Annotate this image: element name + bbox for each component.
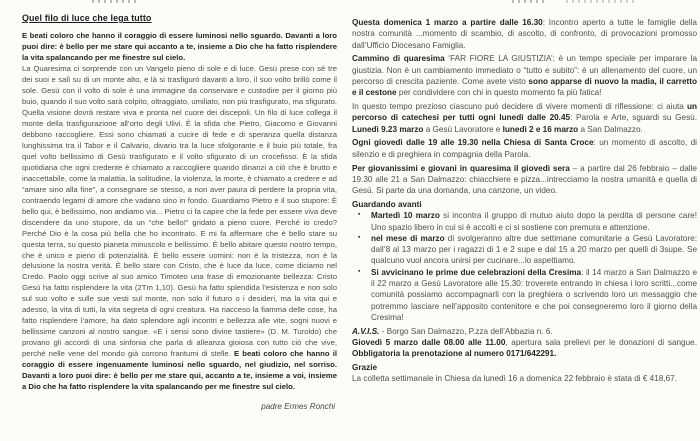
bullet-icon: ▪ bbox=[358, 233, 361, 241]
bold-segment: Martedì 10 marzo bbox=[371, 211, 440, 221]
text-segment: In questo tempo prezioso ciascuno può decidere di vivere momenti di riflessione: ci aiuta bbox=[352, 102, 687, 112]
text-segment: , apertura sala prelievi per le donazioni di sangue. bbox=[505, 338, 697, 348]
announcement-catechesis bbox=[352, 101, 697, 135]
two-column-layout bbox=[22, 13, 700, 413]
article-title: Quel filo di luce che lega tutto bbox=[22, 13, 152, 23]
announcement-thursday-prayer bbox=[352, 137, 697, 160]
scan-artifact-top-right bbox=[566, 0, 636, 3]
list-item-confirmations bbox=[352, 267, 697, 323]
article-lead-paragraph: E beati coloro che hanno il coraggio di essere luminosi nello sguardo. Davanti a loro puoi dire: è bello per me stare qui accanto a te, insieme a Dio che ha fatto risplendere la vita spalancando per me finestre sul cielo. bbox=[22, 31, 337, 63]
announcement-sunday-meeting bbox=[352, 17, 697, 51]
left-column bbox=[22, 13, 337, 413]
bullet-icon: ▪ bbox=[358, 267, 361, 275]
text-segment: - Borgo San Dalmazzo, P.zza dell’Abbazia n. 6. bbox=[379, 326, 553, 336]
text-segment: – a partire dal 26 febbraio – dalle 19.30 alle 21 a San Dalmazzo: chiacchiere e pizza...intrecciamo la nostra umanità e quella di Gesù. Si parte da una domanda, una canzone, un video. bbox=[352, 163, 697, 196]
scan-artifact-top-left bbox=[92, 0, 138, 3]
bold-segment: sono apparse di nuovo la madia, il carretto e il cestone bbox=[352, 76, 697, 98]
announcement-youth-thursday bbox=[352, 163, 697, 197]
bold-segment: Obbligatoria la prenotazione al numero 0171/642291. bbox=[352, 349, 557, 359]
scan-artifact-top-center bbox=[512, 0, 546, 3]
text-segment: : un momento di ascolto, di silenzio e di preghiera in compagnia della Parola. bbox=[352, 138, 697, 159]
bold-segment: Lunedì 9.23 marzo bbox=[352, 124, 424, 134]
text-segment: : Parola e Arte, sguardi su Gesù. bbox=[570, 113, 698, 123]
avis-name-bold-italic: A.V.I.S. bbox=[352, 326, 380, 336]
text-segment: a Gesù Lavoratore e bbox=[423, 124, 503, 134]
looking-ahead-heading: Guardando avanti bbox=[352, 199, 422, 209]
bold-segment: Giovedì 5 marzo dalle 08.00 alle 11.00 bbox=[352, 338, 506, 348]
bold-segment: lunedì 2 e 16 marzo bbox=[502, 124, 579, 134]
text-segment: a San Dalmazzo. bbox=[578, 124, 643, 134]
right-column bbox=[352, 13, 697, 413]
list-item-mutual-aid bbox=[352, 210, 697, 233]
text-segment: di svolgeranno altre due settimane comunitarie a Gesù Lavoratore: dall’8 al 13 marzo per i ragazzi di 1 e 2 supe e dal 15 a 20 marzo per quelli di 3supe. Se qualcuno vuol ancora unirsi per cucinare...lo aspettiamo. bbox=[371, 233, 697, 266]
author-signature: padre Ermes Ronchi bbox=[261, 401, 335, 411]
looking-ahead-list bbox=[352, 210, 697, 323]
bold-segment: Cammino di quaresima bbox=[352, 54, 445, 64]
bold-segment: Si avvicinano le prime due celebrazioni della Cresima bbox=[371, 267, 582, 277]
thanks-heading: Grazie bbox=[352, 363, 378, 373]
text-segment: La colletta settimanale in Chiesa da lunedì 16 a domenica 22 febbraio è stata di € 418,67. bbox=[352, 374, 677, 384]
avis-notice bbox=[352, 326, 697, 360]
article-body-text: La Quaresima ci sorprende con un Vangelo pieno di sole e di luce. Gesù prese con sé tre dei suoi e salì su di un monte alto, e là si trasfigurò davanti a loro, il suo volto brillò come il sole. Gesù con il volto di sole è una immagine da conservare e custodire per il giorno più buio, quando il suo volto sarà colpito, oltraggiato, umiliato, non più trasfigurato, ma sfigurato. Quella visione dovrà restare viva e pronta nel cuore dei discepoli. Un filo di luce collega il monte della trasfigurazione all’orto degli Ulivi. È la sfida che Pietro, Giacomo e Giovanni debbono raccogliere. Essi sono chiamati a cucire di fede e di speranza quella distanza lunghissima tra il Tabor e il Calvario, divario tra la luce sfolgorante e il buio più totale, fra quel volto bellissimo di Gesù trasfigurato e il volto sfigurato di un crocefisso. È la sfida quotidiana che ogni credente è chiamato a raccogliere quando dinanzi a ciò che è brutto e inaccettabile, come la malattia, la solitudine, la violenza, la morte, è chiamato a credere e ad “amare sino alla fine”, a consegnare se stesso, a non aver paura di perdere la propria vita, contraendo legami di amore che vadano sino in fondo. Guardiamo Pietro e il suo stupore: È bello qui, è bellissimo, non andiamo via... Pietro ci fa capire che la fede per essere viva deve discendere da uno stupore, da un “che bello!” gridato a pieno cuore. Perché io credo? Perché Dio è la cosa più bella che ho incontrato. E mi fa affermare che è bello stare su questa terra, su questo pianeta minuscolo e bellissimo. È bello abitare questo nostro tempo, che è unico e pieno di potenzialità. È bello essere uomini: non è la tristezza, non è la delusione la nostra verità. È bello stare con Cristo, che è luce da luce, come diciamo nel Credo. Paolo oggi scrive al suo amico Timoteo una frase di emozionante bellezza: Cristo Gesù ha fatto risplendere la vita (2Tm 1,10). Gesù ha fatto splendida l’esistenza e non solo sul suo volto e sulle sue vesti sul monte, non solo il futuro o i desideri, ma la vita qui e adesso, la vita di tutti, la vita segreta di ogni creatura. Ha riacceso la fiamma delle cose, ha fatto risplendere l’amore, ha dato splendore agli incontri e bellezza alle vite, sogni nuovi e bellissime canzoni al nostro sangue. «E i sensi sono divine tastiere» (D. M. Turoldo) che provano gli accordi di una sinfonia che parla di alleanza gioiosa con tutto ciò che vive, perché nelle vene del mondo già corrono frantumi di stelle. bbox=[22, 64, 337, 359]
text-segment: ‘FAR FIORE LA GIUSTIZIA’: è un tempo speciale per imparare la giustizia. Non è un cambiamento immediato o “tutto e subito”: è un allenamento del cuore, un percorso di crescita paziente. Come avete visto bbox=[352, 54, 697, 86]
text-segment: : il 14 marzo a San Dalmazzo e il 22 marzo a Gesù Lavoratore alle 15.30: troverete entrando in chiesa i loro scritti...come comunità possiamo accompagnarli con la preghiera o scrivendo loro un messaggio che potremmo lasciare nell’apposito contenitore e che poi consegneremo loro il giorno della Cresima! bbox=[371, 267, 697, 322]
article-closing-bold-text: E beati coloro che hanno il coraggio di essere ingenuamente luminosi nello sguardo, nel giudizio, nel sorriso. Davanti a loro puoi dire: è bello per me stare qui, accanto a te, insieme a voi, insieme a Dio che ha fatto risplendere la vita spalancando per me finestre sul cielo. bbox=[22, 349, 337, 391]
text-segment: per condividere con chi in questo momento fa più fatica! bbox=[396, 88, 602, 98]
bold-segment: nel mese di marzo bbox=[371, 233, 445, 243]
bold-segment: Ogni giovedì dalle 19 alle 19.30 nella Chiesa di Santa Croce bbox=[352, 138, 594, 148]
article-body-paragraph bbox=[22, 64, 337, 393]
bold-segment: un percorso di catechesi per tutti ogni lunedì dalle 20.45 bbox=[352, 102, 697, 123]
text-segment: si incontra il gruppo di mutuo aiuto dopo la perdita di persone care! Uno spazio libero in cui si è accolti e ci si sostiene con premura e attenzione. bbox=[371, 211, 697, 232]
bold-segment: Per giovanissimi e giovani in quaresima il giovedì sera bbox=[352, 163, 570, 173]
bullet-icon: ▪ bbox=[358, 211, 361, 219]
text-segment: : Incontro aperto a tutte le famiglie della nostra comunità ...momento di scambio, di ascolto, di confronto, di provocazioni promosso dall’Ufficio Diocesano Famiglia. bbox=[352, 18, 697, 50]
list-item-community-weeks bbox=[352, 233, 697, 267]
thanks-note bbox=[352, 362, 697, 385]
announcement-lent-path bbox=[352, 53, 697, 98]
bold-segment: Questa domenica 1 marzo a partire dalle 16.30 bbox=[352, 18, 543, 27]
